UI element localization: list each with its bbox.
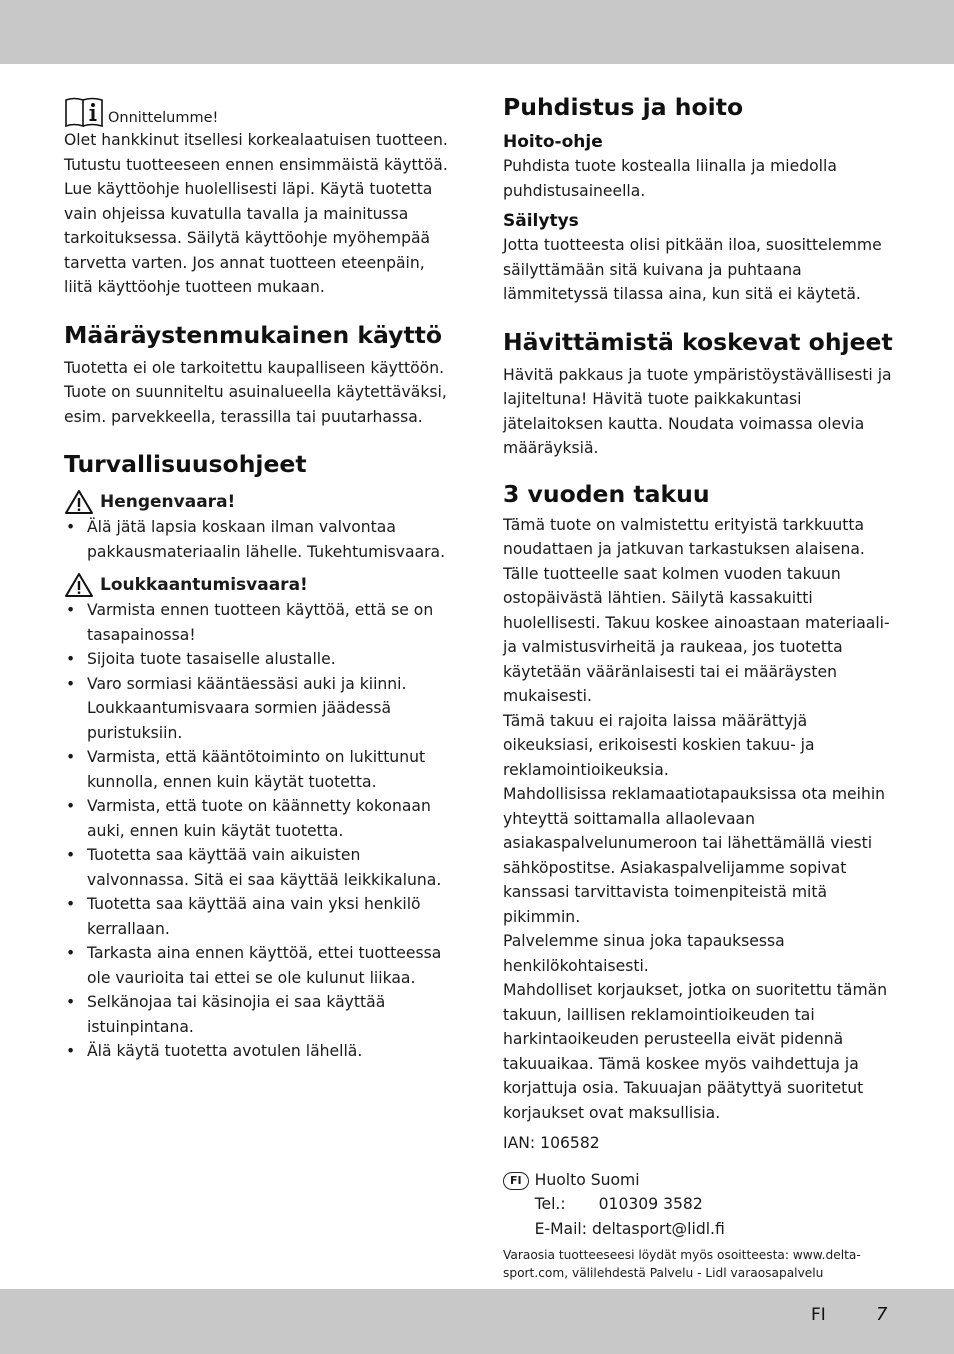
disposal-heading: Hävittämistä koskevat ohjeet: [503, 327, 893, 356]
list-item: • Tuotetta saa käyttää aina vain yksi henkilö kerrallaan.: [64, 892, 456, 941]
intended-use-line: Tuote on suunniteltu asuinalueella käytettäväksi,: [64, 383, 447, 401]
intro-line: Tutustu tuotteeseen ennen ensimmäistä käyttöä.: [64, 155, 448, 174]
list-item: • Älä jätä lapsia koskaan ilman valvontaa pakkausmateriaalin lähelle. Tukehtumisvaara.: [64, 515, 456, 564]
intro-line: vain ohjeissa kuvatulla tavalla ja mainitussa: [64, 204, 409, 223]
injury-header: [64, 572, 456, 598]
injury-list: [64, 598, 456, 1064]
list-item: • Sijoita tuote tasaiselle alustalle.: [64, 647, 456, 672]
intro-text: [64, 128, 456, 300]
intro-line: Lue käyttöohje huolellisesti läpi. Käytä tuotetta: [64, 180, 433, 198]
list-item: • Varmista ennen tuotteen käyttöä, että se on tasapainossa!: [64, 598, 456, 647]
header-band: [0, 0, 954, 64]
list-item: • Tarkasta aina ennen käyttöä, ettei tuotteessa ole vaurioita tai ettei se ole kulunut liikaa.: [64, 941, 456, 990]
warranty-paragraph: Tämä takuu ei rajoita laissa määrättyjä oikeuksiasi, erikoisesti koskien takuu- ja reklamointioikeuksia.: [503, 711, 815, 779]
injury-title: Loukkaantumisvaara!: [100, 575, 308, 595]
safety-heading: Turvallisuusohjeet: [64, 450, 307, 478]
warranty-paragraph: Mahdollisissa reklamaatiotapauksissa ota meihin yhteyttä soittamalla allaolevaan asiakaspalvelunumeroon tai lähettämällä viesti sähköpostitse. Asiakaspalvelijamme sopivat kanssasi tarvittavista toimenpiteistä mitä pikimmin.: [503, 785, 886, 926]
service-email: E-Mail: deltasport@lidl.fi: [534, 1219, 725, 1238]
phone-label: Tel.:: [534, 1195, 566, 1213]
danger-title: Hengenvaara!: [100, 492, 236, 512]
warranty-paragraph: Mahdolliset korjaukset, jotka on suoritettu tämän takuun, laillisen reklamointioikeuden tai harkintaoikeuden perusteella eivät pidennä takuuaikaa. Tämä koskee myös vaihdettuja ja korjattuja osia. Takuuajan päätyttyä suoritetut korjaukset ovat maksullisia.: [503, 981, 888, 1122]
list-item: • Tuotetta saa käyttää vain aikuisten valvonnassa. Sitä ei saa käyttää leikkikaluna.: [64, 843, 456, 892]
ian-number: IAN: 106582: [503, 1134, 600, 1152]
intro-line: Olet hankkinut itsellesi korkealaatuisen tuotteen.: [64, 131, 448, 149]
footer-language: FI: [811, 1305, 826, 1325]
storage-text: Jotta tuotteesta olisi pitkään iloa, suosittelemme säilyttämään sitä kuivana ja puhtaana lämmitetyssä tilassa aina, kun sitä ei käytetä.: [503, 236, 882, 303]
warning-triangle-icon: [64, 489, 94, 515]
warning-triangle-icon: [64, 572, 94, 598]
intro-line: liitä käyttöohje tuotteen mukaan.: [64, 278, 325, 296]
care-subheading: Hoito-ohje: [503, 132, 603, 152]
intended-use-line: Tuotetta ei ole tarkoitettu kaupalliseen käyttöön.: [64, 358, 445, 377]
storage-subheading: Säilytys: [503, 211, 579, 231]
list-item: • Älä käytä tuotetta avotulen lähellä.: [64, 1039, 456, 1064]
phone-number: 010309 3582: [598, 1195, 703, 1213]
service-lines: [535, 1168, 725, 1242]
left-column: [64, 92, 456, 1064]
intro-line: tarkoituksessa. Säilytä käyttöohje myöhempää: [64, 229, 431, 247]
danger-list: [64, 515, 456, 564]
warranty-paragraph: Tämä tuote on valmistettu erityistä tarkkuutta noudattaen ja jatkuvan tarkastuksen alaisena. Tälle tuotteelle saat kolmen vuoden takuun ostopäivästä lähtien. Säilytä kassakuitti huolellisesti. Takuu koskee ainoastaan materiaali- ja valmistusvirheitä ja raukeaa, jos tuotetta käytetään vääränlaisesti tai ei määräysten mukaisesti.: [503, 515, 890, 705]
manual-info-icon: [64, 96, 104, 128]
country-badge: FI: [503, 1172, 529, 1190]
care-text: Puhdista tuote kostealla liinalla ja miedolla puhdistusaineella.: [503, 157, 837, 200]
intro-line: tarvetta varten. Jos annat tuotteen eteenpäin,: [64, 253, 425, 272]
danger-header: [64, 489, 456, 515]
disposal-text: Hävitä pakkaus ja tuote ympäristöystävällisesti ja lajiteltuna! Hävitä tuote paikkakuntasi jätelaitoksen kautta. Noudata voimassa olevia määräyksiä.: [503, 365, 892, 457]
list-item: • Selkänojaa tai käsinojia ei saa käyttää istuinpintana.: [64, 990, 456, 1039]
intro-header: [64, 92, 456, 128]
list-item: • Varmista, että tuote on käännetty kokonaan auki, ennen kuin käytät tuotetta.: [64, 794, 456, 843]
warranty-paragraph: Palvelemme sinua joka tapauksessa henkilökohtaisesti.: [503, 932, 785, 975]
right-column: [503, 92, 895, 1282]
care-heading: Puhdistus ja hoito: [503, 93, 744, 121]
intended-use-line: esim. parvekkeella, terassilla tai puutarhassa.: [64, 407, 423, 426]
list-item: • Varo sormiasi kääntäessäsi auki ja kiinni. Loukkaantumisvaara sormien jäädessä puristuksiin.: [64, 672, 456, 746]
intro-title: Onnittelumme!: [108, 110, 219, 126]
page-number: 7: [876, 1304, 888, 1325]
list-item: • Varmista, että kääntötoiminto on lukittunut kunnolla, ennen kuin käytät tuotetta.: [64, 745, 456, 794]
service-phone: [535, 1192, 725, 1217]
service-contact: [503, 1168, 895, 1242]
spare-parts-note: Varaosia tuotteeseesi löydät myös osoitteesta: www.delta-sport.com, välilehdestä Palvelu - Lidl varaosapalvelu: [503, 1248, 861, 1280]
service-name: Huolto Suomi: [534, 1170, 640, 1189]
intended-use-heading: Määräystenmukainen käyttö: [64, 320, 443, 349]
warranty-heading: 3 vuoden takuu: [503, 479, 710, 508]
